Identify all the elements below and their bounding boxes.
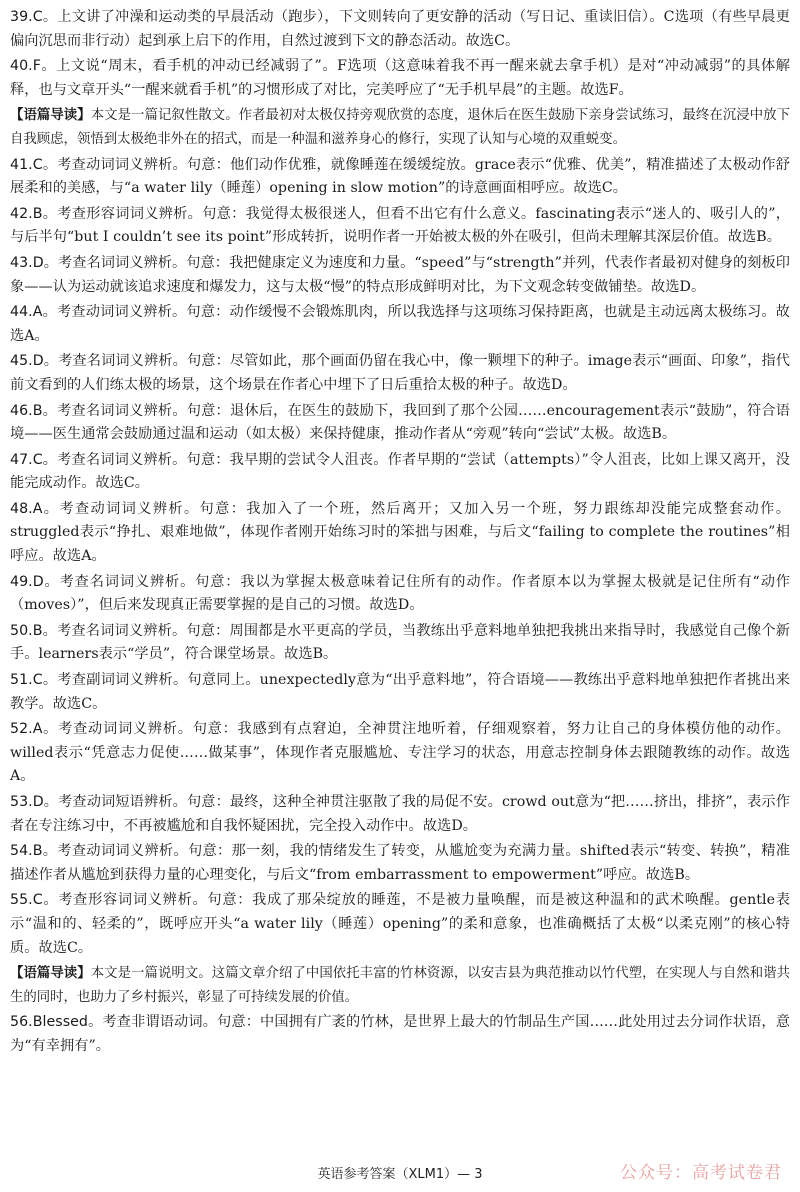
answer-48	[10, 498, 790, 569]
guide-label: 【语篇导读】	[10, 966, 91, 982]
answer-51	[10, 669, 790, 716]
answer-55	[10, 889, 790, 960]
answer-text: 上文讲了冲澡和运动类的早晨活动（跑步），下文则转向了更安静的活动（写日记、重读旧信）。C选项（有些早晨更偏向沉思而非行动）起到承上启下的作用，自然过渡到下文的静态活动。故选C。	[10, 9, 790, 49]
watermark-text: 公众号：高考试卷君	[620, 1163, 782, 1183]
answer-number: 55.C。	[10, 892, 59, 909]
answer-54	[10, 840, 790, 887]
answer-46	[10, 400, 790, 447]
passage-guide-2	[10, 962, 790, 1009]
passage-guide-1	[10, 104, 790, 151]
answer-number: 50.B。	[10, 622, 58, 639]
answer-56	[10, 1011, 790, 1058]
answer-text: 上文说“周末，看手机的冲动已经减弱了”。F选项（这意味着我不再一醒来就去拿手机）是对“冲动减弱”的具体解释，也与文章开头“一醒来就看手机”的习惯形成了对比，完美呼应了“无手机早晨”的主题。故选F。	[10, 58, 790, 98]
answer-text: 考查名词词义辨析。句意：周围都是水平更高的学员，当教练出乎意料地单独把我挑出来指导时，我感觉自己像个新手。learners表示“学员”，符合课堂场景。故选B。	[10, 622, 790, 663]
answer-43	[10, 252, 790, 299]
answer-text: 考查名词词义辨析。句意：退休后，在医生的鼓励下，我回到了那个公园……encouragement表示“鼓励”，符合语境——医生通常会鼓励通过温和运动（如太极）来保持健康，推动作者从“旁观”转向“尝试”太极。故选B。	[10, 402, 790, 443]
answer-number: 42.B。	[10, 205, 58, 222]
answer-number: 53.D。	[10, 794, 59, 810]
answer-number: 48.A。	[10, 500, 60, 517]
answer-number: 54.B。	[10, 843, 58, 860]
answer-text: 考查形容词词义辨析。句意：我成了那朵绽放的睡莲，不是被力量唤醒，而是被这种温和的武术唤醒。gentle表示“温和的、轻柔的”，既呼应开头“a water lily（睡莲）opening”的柔和意象，也准确概括了太极“以柔克刚”的核心特质。故选C。	[10, 892, 790, 956]
answer-text: 考查动词词义辨析。句意：那一刻，我的情绪发生了转变，从尴尬变为充满力量。shifted表示“转变、转换”，精准描述作者从尴尬到获得力量的心理变化，与后文“from embarrassment to empowerment”呼应。故选B。	[10, 843, 790, 883]
answer-text: 考查动词词义辨析。句意：我加入了一个班，然后离开；又加入另一个班，努力跟练却没能完成整套动作。struggled表示“挣扎、艰难地做”，体现作者刚开始练习时的笨拙与困难，与后文“failing to complete the routines”相呼应。故选A。	[10, 500, 790, 565]
answer-47	[10, 449, 790, 496]
answer-text: 考查动词词义辨析。句意：动作缓慢不会锻炼肌肉，所以我选择与这项练习保持距离，也就是主动远离太极练习。故选A。	[10, 304, 790, 344]
answer-text: 考查名词词义辨析。句意：尽管如此，那个画面仍留在我心中，像一颗埋下的种子。image表示“画面、印象”，指代前文看到的人们练太极的场景，这个场景在作者心中埋下了日后重拾太极的种子。故选D。	[10, 353, 790, 393]
guide-label: 【语篇导读】	[10, 108, 91, 124]
answer-number: 46.B。	[10, 402, 58, 419]
guide-text: 本文是一篇说明文。这篇文章介绍了中国依托丰富的竹林资源，以安吉县为典范推动以竹代塑，在实现人与自然和谐共生的同时，也助力了乡村振兴，彰显了可持续发展的价值。	[10, 966, 791, 1005]
answer-number: 56.Blessed。	[10, 1014, 103, 1031]
answer-50	[10, 620, 790, 667]
answer-number: 41.C。	[10, 156, 58, 173]
answer-text: 考查形容词词义辨析。句意：我觉得太极很迷人，但看不出它有什么意义。fascinating表示“迷人的、吸引人的”，与后半句“but I couldn’t see its point”形成转折，说明作者一开始被太极的外在吸引，但尚未理解其深层价值。故选B。	[10, 205, 791, 246]
answer-number: 43.D。	[10, 254, 58, 271]
answer-41	[10, 154, 790, 201]
answer-text: 考查副词词义辨析。句意同上。unexpectedly意为“出乎意料地”，符合语境——教练出乎意料地单独把作者挑出来教学。故选C。	[10, 672, 790, 712]
answer-number: 44.A。	[10, 304, 57, 321]
answer-text: 考查动词短语辨析。句意：最终，这种全神贯注驱散了我的局促不安。crowd out意为“把……挤出，排挤”，表示作者在专注练习中，不再被尴尬和自我怀疑困扰，完全投入动作中。故选D。	[10, 794, 790, 834]
answer-49	[10, 571, 790, 618]
answer-39	[10, 6, 790, 53]
answer-text: 考查动词词义辨析。句意：他们动作优雅，就像睡莲在缓缓绽放。grace表示“优雅、优美”，精准描述了太极动作舒展柔和的美感，与“a water lily（睡莲）opening in slow motion”的诗意画面相呼应。故选C。	[10, 156, 790, 197]
answer-text: 考查名词词义辨析。句意：我早期的尝试令人沮丧。作者早期的“尝试（attempts）”令人沮丧，比如上课又离开，没能完成动作。故选C。	[10, 451, 790, 492]
answer-number: 45.D。	[10, 353, 59, 370]
answer-44	[10, 301, 790, 348]
answer-number: 51.C。	[10, 672, 58, 689]
answer-number: 39.C。	[10, 9, 58, 25]
answer-text: 考查动词词义辨析。句意：我感到有点窘迫，全神贯注地听着，仔细观察着，努力让自己的身体模仿他的动作。willed表示“凭意志力促使……做某事”，体现作者克服尴尬、专注学习的状态，用意志控制身体去跟随教练的动作。故选A。	[10, 721, 790, 785]
page-footer: 英语参考答案（XLM1）— 3	[317, 1167, 483, 1182]
answer-number: 49.D。	[10, 573, 60, 590]
guide-text: 本文是一篇记叙性散文。作者最初对太极仅持旁观欣赏的态度，退休后在医生鼓励下亲身尝试练习，最终在沉浸中放下自我顾虑，领悟到太极绝非外在的招式，而是一种温和滋养身心的修行，实现了认知与心境的双重蜕变。	[10, 108, 791, 147]
answer-40	[10, 55, 790, 102]
answer-53	[10, 791, 790, 838]
answer-page	[10, 6, 790, 1061]
answer-52	[10, 718, 790, 789]
answer-text: 考查名词词义辨析。句意：我把健康定义为速度和力量。“speed”与“strength”并列，代表作者最初对健身的刻板印象——认为运动就该追求速度和爆发力，这与太极“慢”的特点形成鲜明对比，为下文观念转变做铺垫。故选D。	[10, 254, 790, 295]
answer-45	[10, 350, 790, 397]
answer-number: 52.A。	[10, 721, 59, 738]
answer-text: 考查非谓语动词。句意：中国拥有广袤的竹林，是世界上最大的竹制品生产国……此处用过去分词作状语，意为“有幸拥有”。	[10, 1014, 790, 1054]
answer-number: 40.F。	[10, 58, 57, 75]
answer-number: 47.C。	[10, 451, 58, 468]
answer-42	[10, 203, 790, 250]
answer-text: 考查名词词义辨析。句意：我以为掌握太极意味着记住所有的动作。作者原本以为掌握太极就是记住所有“动作（moves）”，但后来发现真正需要掌握的是自己的习惯。故选D。	[10, 573, 790, 614]
